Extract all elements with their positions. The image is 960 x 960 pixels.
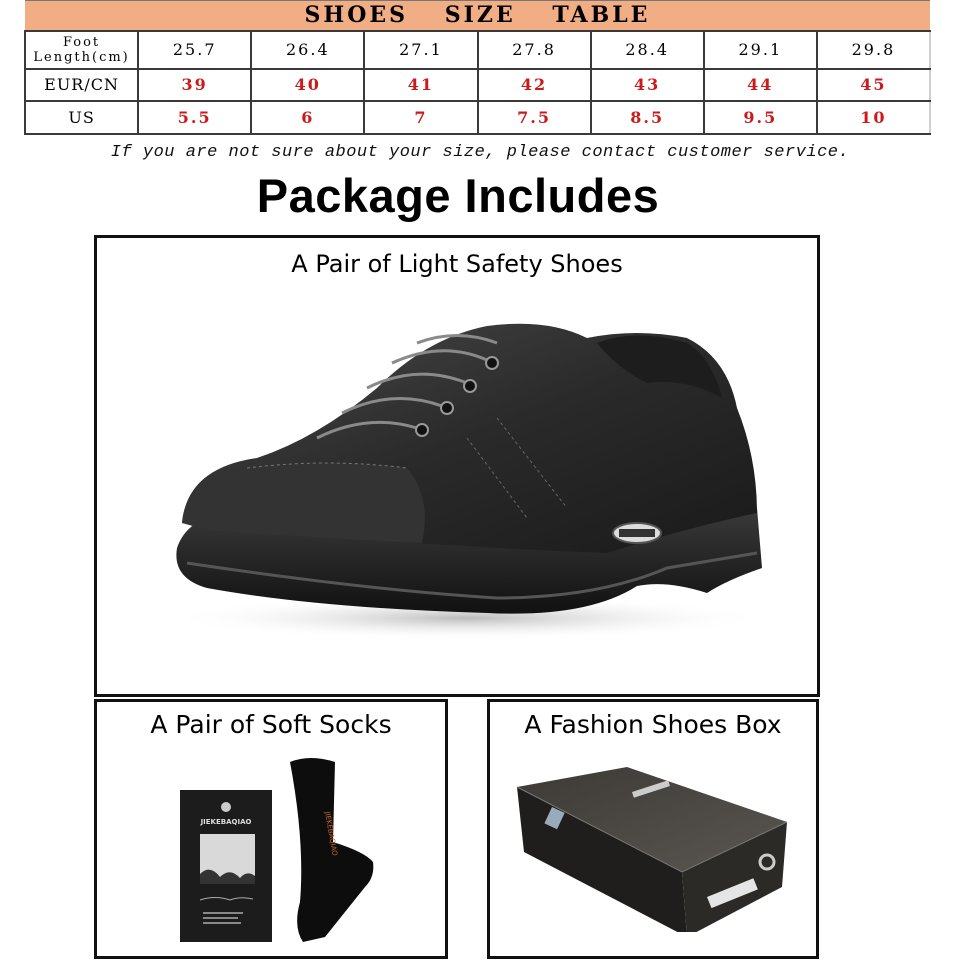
size-note: If you are not sure about your size, please contact customer service. — [110, 143, 850, 162]
table-cell: 8.5 — [591, 101, 704, 134]
table-cell: 26.4 — [251, 31, 364, 69]
package-item-label: A Pair of Light Safety Shoes — [291, 250, 623, 278]
safety-shoe-image — [167, 318, 767, 648]
table-cell: 7 — [364, 101, 477, 134]
table-row-eur-cn — [25, 69, 930, 101]
svg-text:JIEKEBAQIAO: JIEKEBAQIAO — [323, 810, 339, 857]
shoe-box-image — [512, 762, 802, 932]
package-includes-title: Package Includes — [256, 169, 660, 222]
row-label-eur-cn: EUR/CN — [25, 69, 138, 101]
table-cell: 39 — [138, 69, 251, 101]
table-row-us — [25, 101, 930, 134]
table-cell: 27.1 — [364, 31, 477, 69]
table-cell: 40 — [251, 69, 364, 101]
table-cell: 10 — [817, 101, 930, 134]
table-cell: 44 — [704, 69, 817, 101]
table-cell: 42 — [478, 69, 591, 101]
row-label-foot-length: Foot Length(cm) — [25, 31, 138, 69]
table-cell: 41 — [364, 69, 477, 101]
table-cell: 29.1 — [704, 31, 817, 69]
package-item-label: A Fashion Shoes Box — [524, 710, 782, 739]
package-item-socks — [94, 699, 448, 959]
package-item-label: A Pair of Soft Socks — [150, 710, 392, 739]
table-row-foot-length — [25, 31, 930, 69]
size-table-title: SHOES SIZE TABLE — [25, 1, 930, 31]
package-item-shoes — [94, 235, 820, 697]
table-cell: 25.7 — [138, 31, 251, 69]
size-table-title-row — [25, 1, 930, 31]
size-table — [24, 0, 931, 135]
table-cell: 27.8 — [478, 31, 591, 69]
table-cell: 5.5 — [138, 101, 251, 134]
table-cell: 45 — [817, 69, 930, 101]
table-cell: 6 — [251, 101, 364, 134]
socks-brand-text: JIEKEBAQIAO — [200, 818, 252, 826]
row-label-us: US — [25, 101, 138, 134]
table-cell: 29.8 — [817, 31, 930, 69]
package-item-shoes-box — [487, 699, 819, 959]
table-cell: 7.5 — [478, 101, 591, 134]
socks-image — [175, 752, 395, 952]
table-cell: 28.4 — [591, 31, 704, 69]
table-cell: 43 — [591, 69, 704, 101]
table-cell: 9.5 — [704, 101, 817, 134]
